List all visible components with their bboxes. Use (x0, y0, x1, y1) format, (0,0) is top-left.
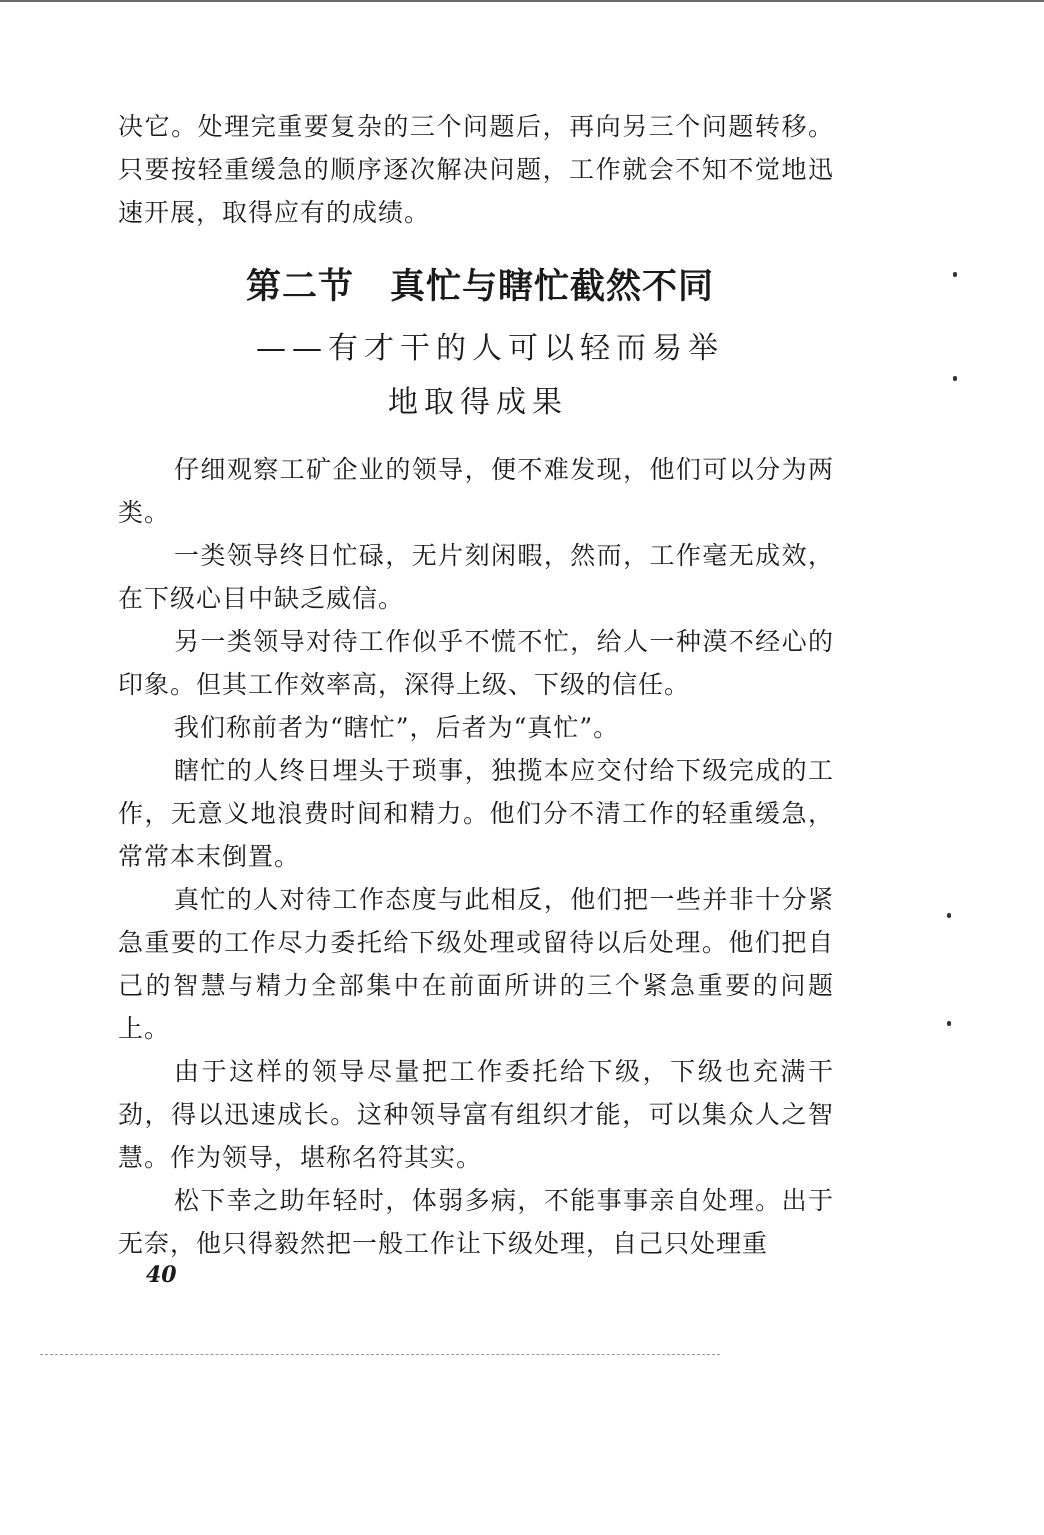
scan-artifact-line (40, 1354, 720, 1356)
body-paragraph: 真忙的人对待工作态度与此相反，他们把一些并非十分紧急重要的工作尽力委托给下级处理或留待以后处理。他们把自己的智慧与精力全部集中在前面所讲的三个紧急重要的问题上。 (118, 885, 834, 1043)
section-number: 第二节 (246, 267, 355, 307)
section-heading (246, 262, 834, 312)
scan-speck (947, 1021, 951, 1026)
section-title: 真忙与瞎忙截然不同 (390, 267, 715, 307)
body-paragraph: 由于这样的领导尽量把工作委托给下级，下级也充满干劲，得以迅速成长。这种领导富有组织才能，可以集众人之智慧。作为领导，堪称名符其实。 (118, 1057, 834, 1172)
scan-speck (947, 913, 951, 918)
body-paragraph: 仔细观察工矿企业的领导，便不难发现，他们可以分为两类。 (118, 455, 834, 527)
body-paragraph: 一类领导终日忙碌，无片刻闲暇，然而，工作毫无成效，在下级心目中缺乏威信。 (118, 541, 834, 613)
body-paragraph: 瞎忙的人终日埋头于琐事，独揽本应交付给下级完成的工作，无意义地浪费时间和精力。他们分不清工作的轻重缓急，常常本末倒置。 (118, 756, 834, 871)
page-body (118, 105, 834, 1265)
body-paragraph: 我们称前者为“瞎忙”，后者为“真忙”。 (174, 713, 620, 742)
scan-speck (953, 376, 957, 381)
top-border-line (0, 0, 1044, 2)
scan-speck (953, 272, 957, 277)
opening-paragraph: 决它。处理完重要复杂的三个问题后，再向另三个问题转移。只要按轻重缓急的顺序逐次解决问题，工作就会不知不觉地迅速开展，取得应有的成绩。 (118, 112, 834, 227)
page-number: 40 (146, 1262, 177, 1288)
section-subtitle-line-1: ——有才干的人可以轻而易举 (256, 331, 724, 366)
section-subtitle-line-2: 地取得成果 (388, 385, 568, 420)
body-paragraph: 松下幸之助年轻时，体弱多病，不能事事亲自处理。出于无奈，他只得毅然把一般工作让下级处理，自己只处理重 (118, 1186, 834, 1258)
body-paragraph: 另一类领导对待工作似乎不慌不忙，给人一种漠不经心的印象。但其工作效率高，深得上级、下级的信任。 (118, 627, 834, 699)
